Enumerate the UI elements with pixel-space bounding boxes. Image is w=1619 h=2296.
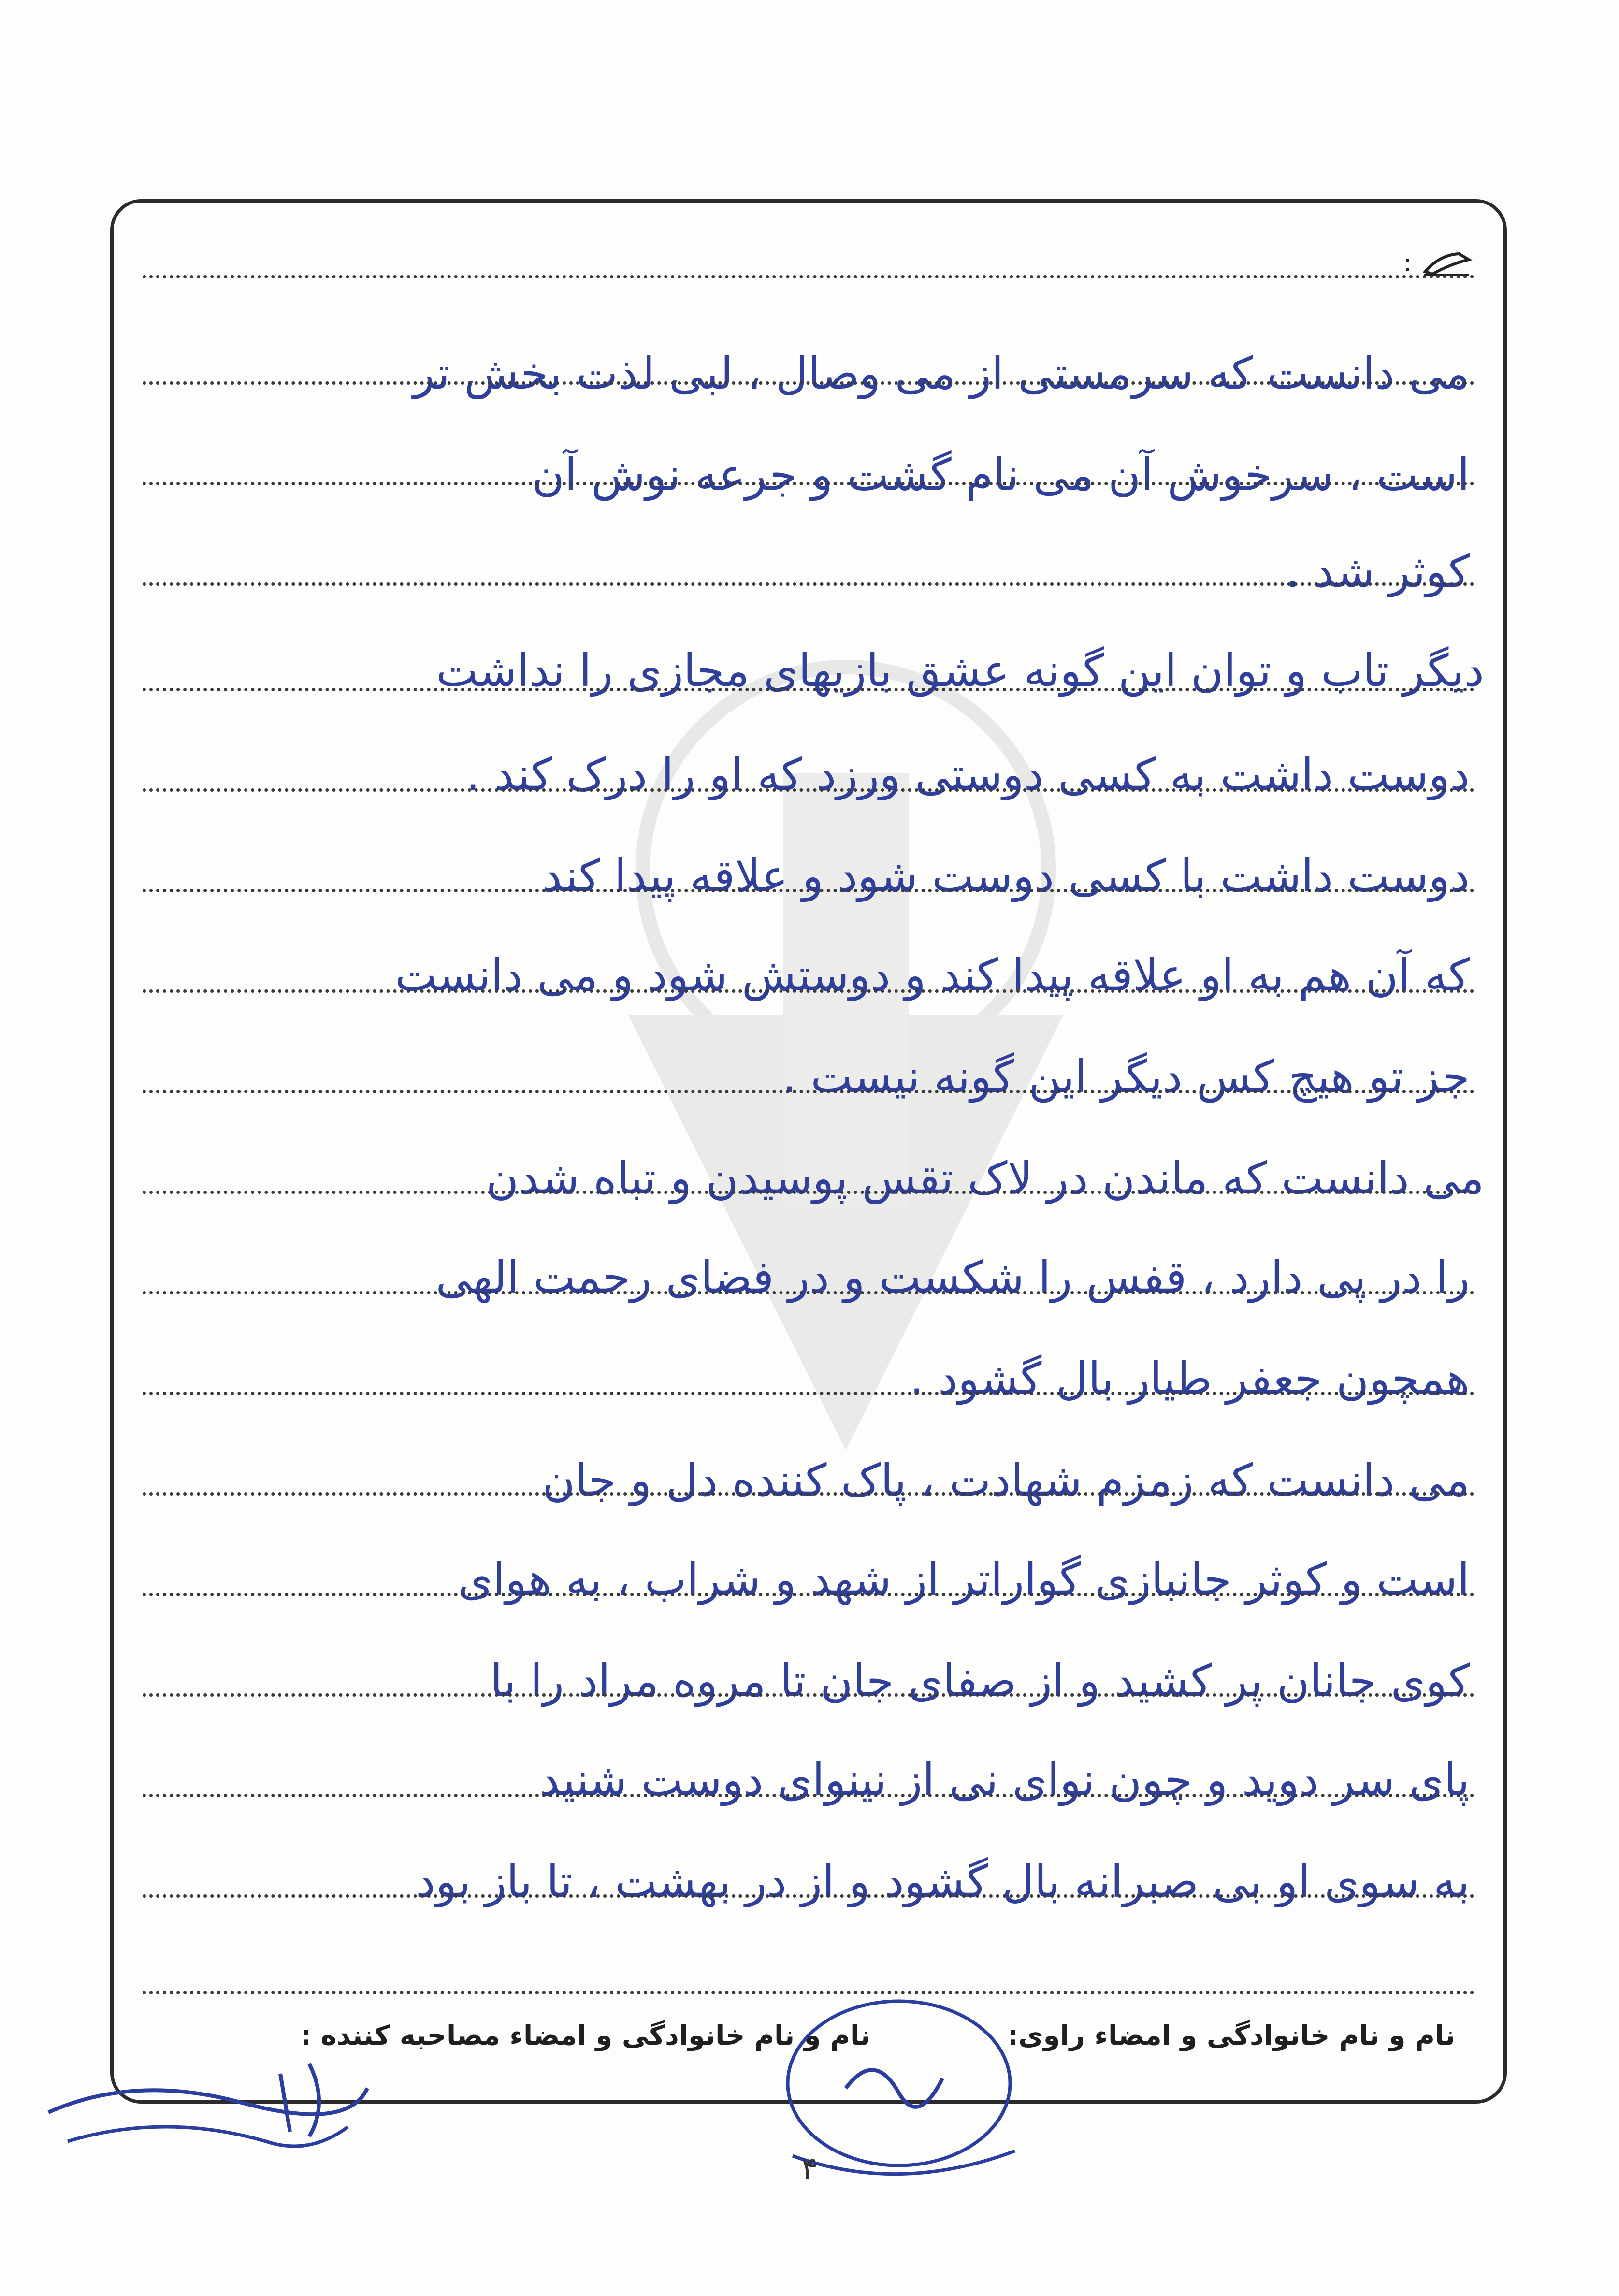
dotted-rule — [143, 1894, 1474, 1898]
dotted-rule — [143, 1090, 1474, 1093]
dotted-rule — [143, 989, 1474, 993]
header-colon: : — [1403, 249, 1412, 277]
dotted-rule — [143, 688, 1474, 691]
dotted-rule — [143, 1693, 1474, 1697]
handwritten-line-5: دوست داشت به کسی دوستی ورزد که او را درک کند . — [465, 749, 1470, 800]
handwritten-line-2: است ، سرخوش آن می نام گشت و جرعه نوش آن — [532, 449, 1470, 501]
handwritten-line-1: می دانست که سرمستی از می وصال ، لبی لذت بخش تر — [413, 348, 1470, 399]
form-frame — [110, 199, 1507, 2104]
dotted-rule — [143, 1794, 1474, 1797]
dotted-rule — [143, 275, 1474, 278]
dotted-rule — [143, 788, 1474, 792]
dotted-rule — [143, 1492, 1474, 1496]
dotted-rule — [143, 1291, 1474, 1294]
handwritten-line-3: کوثر شد . — [1286, 546, 1470, 597]
handwritten-line-9: می دانست که ماندن در لاک تقس پوسیدن و تباه شدن — [486, 1152, 1484, 1204]
page-number: ۴ — [801, 2151, 818, 2187]
handwritten-line-15: پای سر دوید و چون نوای نی از نینوای دوست شنید — [539, 1754, 1470, 1806]
dotted-rule — [143, 1593, 1474, 1596]
handwritten-line-11: همچون جعفر طیار بال گشود . — [910, 1353, 1470, 1405]
dotted-rule — [143, 482, 1474, 485]
narrator-signature-label: نام و نام خانوادگی و امضاء راوی: — [1007, 2020, 1455, 2051]
handwritten-line-6: دوست داشت با کسی دوست شود و علاقه پیدا کند — [542, 850, 1470, 902]
dotted-rule — [143, 1392, 1474, 1395]
handwritten-line-13: است و کوثر جانبازی گواراتر از شهد و شراب ، به هوای — [458, 1554, 1470, 1605]
handwritten-line-12: می دانست که زمزم شهادت ، پاک کننده دل و جان — [542, 1454, 1470, 1506]
handwritten-line-8: جز تو هیچ کس دیگر این گونه نیست . — [782, 1051, 1470, 1103]
handwritten-line-7: که آن هم به او علاقه پیدا کند و دوستش شود و می دانست — [395, 949, 1470, 1001]
handwritten-line-14: کوی جانان پر کشید و از صفای جان تا مروه مراد را با — [490, 1655, 1470, 1707]
dotted-rule — [143, 582, 1474, 586]
dotted-rule — [143, 1191, 1474, 1194]
pen-writing-icon — [1420, 245, 1474, 279]
interviewer-signature-label: نام و نام خانوادگی و امضاء مصاحبه کننده : — [300, 2020, 870, 2051]
dotted-rule — [143, 889, 1474, 892]
dotted-rule — [143, 381, 1474, 385]
handwritten-line-4: دیگر تاب و توان این گونه عشق بازیهای مجازی را نداشت — [436, 645, 1484, 697]
handwritten-line-10: را در پی دارد ، قفس را شکست و در فضای رحمت الهی — [435, 1251, 1470, 1303]
handwritten-line-16: به سوی او بی صبرانه بال گشود و از در بهشت ، تا باز بود — [416, 1856, 1470, 1907]
